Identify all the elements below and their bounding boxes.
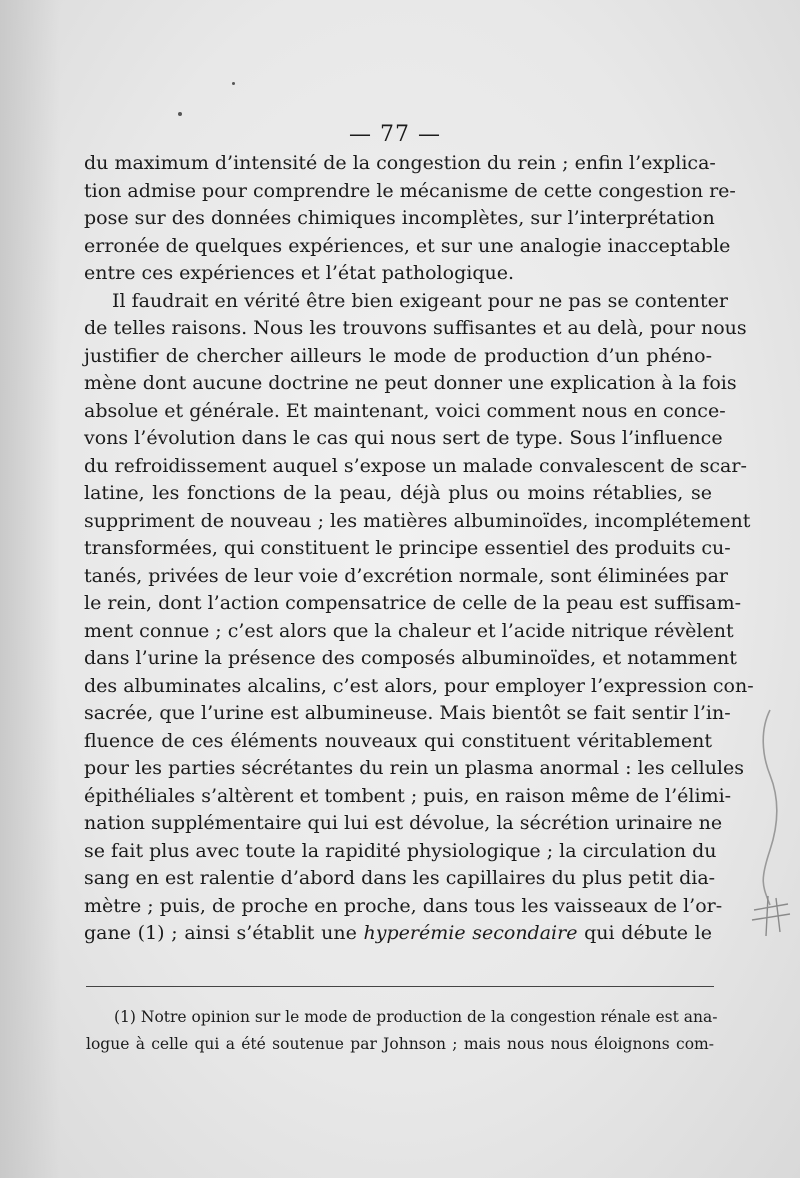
text-line-with-italic bbox=[84, 920, 712, 948]
text-line: sang en est ralentie d’abord dans les capillaires du plus petit dia- bbox=[84, 867, 716, 889]
text-line: nation supplémentaire qui lui est dévolue, la sécrétion urinaire ne bbox=[84, 812, 723, 834]
text-line: justifier de chercher ailleurs le mode de production d’un phéno- bbox=[84, 344, 712, 367]
text-line: suppriment de nouveau ; les matières albuminoïdes, incomplétement bbox=[84, 509, 751, 532]
text-line: du refroidissement auquel s’expose un malade convalescent de scar- bbox=[84, 454, 747, 477]
text-line: tion admise pour comprendre le mécanisme de cette congestion re- bbox=[84, 179, 736, 202]
text-line: mène dont aucune doctrine ne peut donner une explication à la fois bbox=[84, 372, 737, 394]
text-line: des albuminates alcalins, c’est alors, pour employer l’expression con- bbox=[84, 674, 754, 697]
text-line: fluence de ces éléments nouveaux qui constituent véritablement bbox=[84, 729, 712, 752]
text-line: se fait plus avec toute la rapidité physiologique ; la circulation du bbox=[84, 839, 717, 862]
page-number: — 77 — bbox=[349, 122, 441, 147]
text-line: de telles raisons. Nous les trouvons suffisantes et au delà, pour nous bbox=[84, 317, 747, 339]
text-line: pour les parties sécrétantes du rein un plasma anormal : les cellules bbox=[84, 757, 744, 779]
text-line: erronée de quelques expériences, et sur une analogie inacceptable bbox=[84, 234, 731, 257]
text-line: du maximum d’intensité de la congestion du rein ; enfin l’explica- bbox=[84, 152, 716, 174]
footnote-divider bbox=[86, 986, 714, 987]
paper-speck bbox=[178, 112, 182, 116]
paper-speck bbox=[232, 82, 235, 85]
pencil-margin-mark bbox=[740, 700, 800, 960]
text-line: vons l’évolution dans le cas qui nous sert de type. Sous l’influence bbox=[84, 427, 723, 449]
italic-term: hyperémie secondaire bbox=[363, 922, 578, 944]
text-segment: qui débute le bbox=[577, 922, 712, 944]
text-line: absolue et générale. Et maintenant, voici comment nous en conce- bbox=[84, 399, 726, 422]
text-line: latine, les fonctions de la peau, déjà plus ou moins rétablies, se bbox=[84, 482, 712, 504]
text-line: tanés, privées de leur voie d’excrétion normale, sont éliminées par bbox=[84, 564, 729, 587]
text-line: mètre ; puis, de proche en proche, dans tous les vaisseaux de l’or- bbox=[84, 894, 723, 917]
text-line: dans l’urine la présence des composés albuminoïdes, et notamment bbox=[84, 647, 737, 669]
text-line: entre ces expériences et l’état pathologique. bbox=[84, 262, 514, 284]
page-gutter-shadow bbox=[0, 0, 60, 1178]
footnote-line: (1) Notre opinion sur le mode de production de la congestion rénale est ana- bbox=[114, 1008, 718, 1026]
text-line: épithéliales s’altèrent et tombent ; puis, en raison même de l’élimi- bbox=[84, 784, 732, 807]
text-segment: gane (1) ; ainsi s’établit une bbox=[84, 922, 364, 944]
footnote bbox=[86, 1004, 718, 1058]
body-text bbox=[84, 150, 754, 948]
text-line: le rein, dont l’action compensatrice de celle de la peau est suffisam- bbox=[84, 592, 742, 614]
text-line: sacrée, que l’urine est albumineuse. Mais bientôt se fait sentir l’in- bbox=[84, 702, 731, 724]
footnote-line: logue à celle qui a été soutenue par Johnson ; mais nous nous éloignons com- bbox=[86, 1035, 714, 1053]
text-line: ment connue ; c’est alors que la chaleur et l’acide nitrique révèlent bbox=[84, 619, 734, 642]
text-line: Il faudrait en vérité être bien exigeant pour ne pas se contenter bbox=[112, 289, 728, 312]
text-line: transformées, qui constituent le principe essentiel des produits cu- bbox=[84, 537, 731, 559]
text-line: pose sur des données chimiques incomplètes, sur l’interprétation bbox=[84, 207, 715, 229]
